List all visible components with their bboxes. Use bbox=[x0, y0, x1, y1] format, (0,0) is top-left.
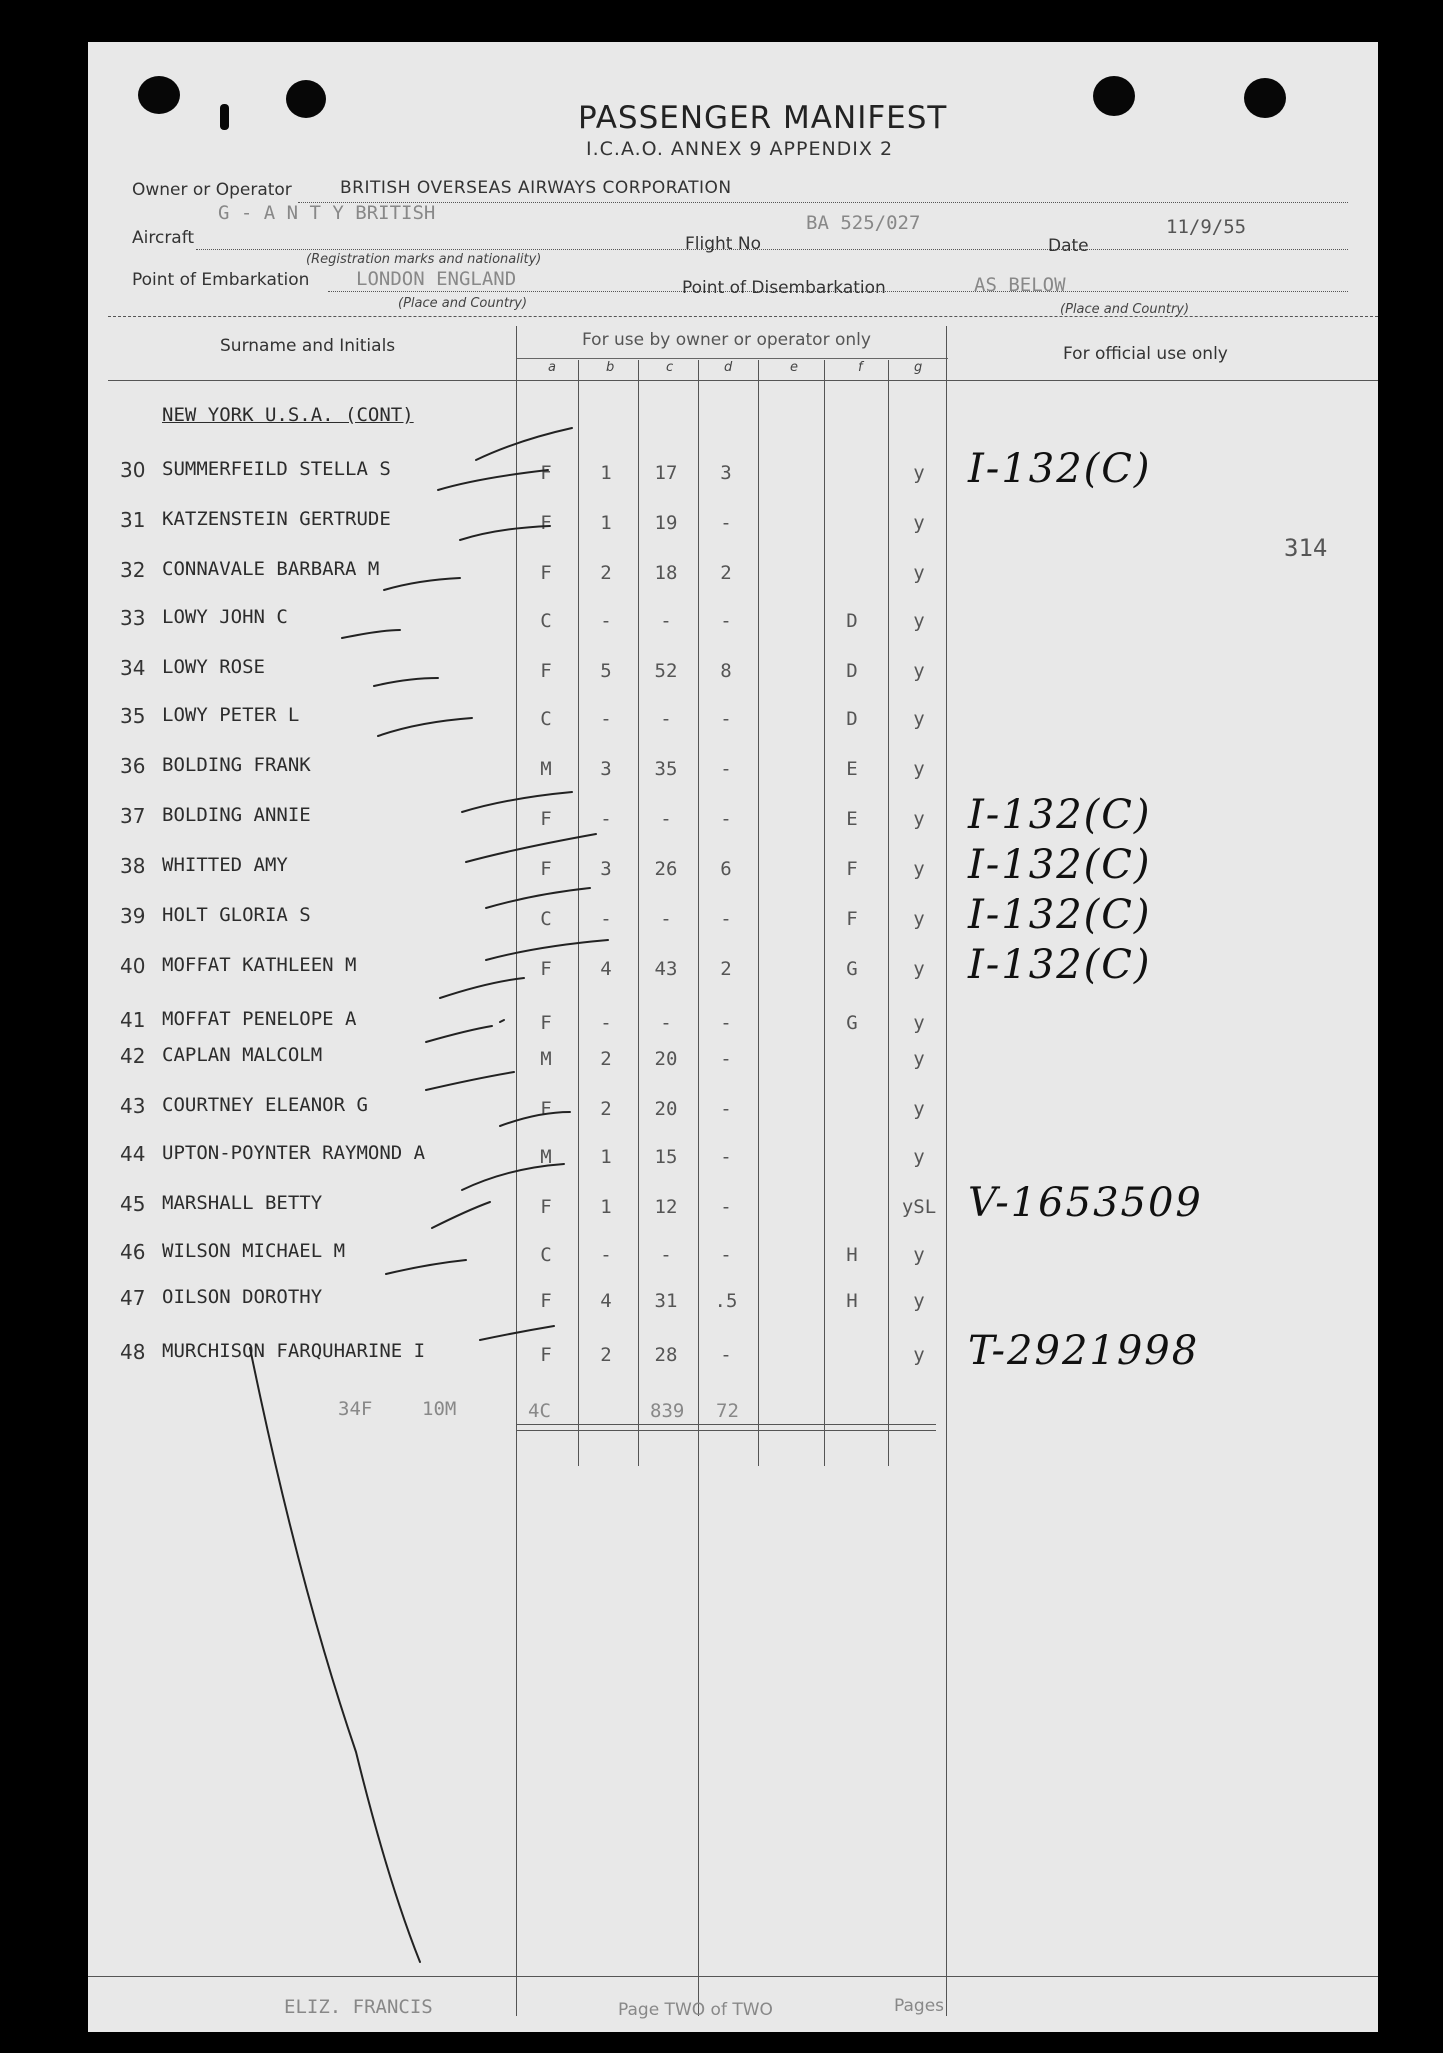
row-number: 38 bbox=[120, 854, 146, 878]
row-number: 32 bbox=[120, 558, 146, 582]
cell-d: .5 bbox=[714, 1290, 738, 1312]
cell-b: - bbox=[600, 708, 612, 730]
cell-b: 2 bbox=[600, 1098, 612, 1120]
flight-label: Flight No bbox=[685, 234, 761, 254]
cell-c: 17 bbox=[654, 462, 678, 484]
cell-a: F bbox=[540, 512, 552, 534]
col-letter-e: e bbox=[790, 360, 798, 375]
cell-a: F bbox=[540, 562, 552, 584]
cell-b: 1 bbox=[600, 1146, 612, 1168]
passenger-name: MARSHALL BETTY bbox=[162, 1192, 323, 1214]
owner-value: BRITISH OVERSEAS AIRWAYS CORPORATION bbox=[340, 178, 732, 198]
manifest-sheet bbox=[88, 42, 1378, 2032]
passenger-name: MURCHISON FARQUHARINE I bbox=[162, 1340, 426, 1362]
cell-g: y bbox=[913, 462, 925, 484]
cell-g: y bbox=[913, 1048, 925, 1070]
passenger-name: LOWY JOHN C bbox=[162, 606, 288, 628]
row-number: 34 bbox=[120, 656, 146, 680]
cell-f: E bbox=[846, 758, 858, 780]
cell-g: y bbox=[913, 610, 925, 632]
passenger-name: BOLDING ANNIE bbox=[162, 804, 311, 826]
official-entry: I-132(C) bbox=[968, 942, 1152, 988]
cell-g: y bbox=[913, 858, 925, 880]
row-number: 35 bbox=[120, 704, 146, 728]
col-official: For official use only bbox=[1063, 344, 1228, 364]
cell-a: F bbox=[540, 1290, 552, 1312]
embark-label: Point of Embarkation bbox=[132, 270, 310, 290]
col-letter-d: d bbox=[724, 360, 733, 375]
cell-c: 20 bbox=[654, 1048, 678, 1070]
cell-d: - bbox=[720, 512, 732, 534]
cell-b: - bbox=[600, 808, 612, 830]
cell-d: - bbox=[720, 610, 732, 632]
cell-b: - bbox=[600, 908, 612, 930]
passenger-name: HOLT GLORIA S bbox=[162, 904, 311, 926]
cell-g: y bbox=[913, 758, 925, 780]
official-entry: I-132(C) bbox=[968, 792, 1152, 838]
cell-d: 8 bbox=[720, 660, 732, 682]
cell-c: - bbox=[660, 808, 672, 830]
cell-d: - bbox=[720, 708, 732, 730]
passenger-name: WILSON MICHAEL M bbox=[162, 1240, 346, 1262]
cell-d: - bbox=[720, 1048, 732, 1070]
cell-c: 19 bbox=[654, 512, 678, 534]
cell-f: H bbox=[846, 1244, 858, 1266]
page-of-pages: Page TWO of TWO bbox=[618, 2000, 773, 2020]
cell-a: F bbox=[540, 858, 552, 880]
cell-b: 2 bbox=[600, 562, 612, 584]
cell-g: y bbox=[913, 908, 925, 930]
cell-b: 1 bbox=[600, 1196, 612, 1218]
date-label: Date bbox=[1048, 236, 1089, 256]
cell-a: M bbox=[540, 1146, 552, 1168]
cell-d: - bbox=[720, 1146, 732, 1168]
cell-a: F bbox=[540, 1098, 552, 1120]
total-d: 72 bbox=[716, 1400, 739, 1422]
cell-b: 3 bbox=[600, 758, 612, 780]
row-number: 41 bbox=[120, 1008, 146, 1032]
cell-g: y bbox=[913, 958, 925, 980]
row-number: 33 bbox=[120, 606, 146, 630]
cell-d: 2 bbox=[720, 562, 732, 584]
cell-c: 20 bbox=[654, 1098, 678, 1120]
flight-value: BA 525/027 bbox=[806, 212, 921, 234]
col-letter-a: a bbox=[548, 360, 556, 375]
disembark-label: Point of Disembarkation bbox=[682, 278, 886, 298]
cell-b: 4 bbox=[600, 1290, 612, 1312]
cell-a: F bbox=[540, 1196, 552, 1218]
col-letter-c: c bbox=[666, 360, 674, 375]
row-number: 46 bbox=[120, 1240, 146, 1264]
col-letter-g: g bbox=[914, 360, 923, 375]
col-surname: Surname and Initials bbox=[220, 336, 396, 356]
cell-b: 5 bbox=[600, 660, 612, 682]
cell-d: - bbox=[720, 1012, 732, 1034]
col-owner-use: For use by owner or operator only bbox=[582, 330, 871, 350]
cell-g: y bbox=[913, 512, 925, 534]
cell-b: - bbox=[600, 1012, 612, 1034]
cell-c: - bbox=[660, 610, 672, 632]
cell-f: G bbox=[846, 1012, 858, 1034]
cell-d: - bbox=[720, 1098, 732, 1120]
cell-a: C bbox=[540, 908, 552, 930]
cell-c: - bbox=[660, 708, 672, 730]
passenger-name: CONNAVALE BARBARA M bbox=[162, 558, 380, 580]
total-f: 34F bbox=[338, 1398, 373, 1420]
cell-a: C bbox=[540, 1244, 552, 1266]
passenger-name: LOWY ROSE bbox=[162, 656, 265, 678]
official-entry: V-1653509 bbox=[968, 1180, 1203, 1226]
cell-b: 3 bbox=[600, 858, 612, 880]
disembark-note: (Place and Country) bbox=[1060, 302, 1190, 317]
passenger-name: LOWY PETER L bbox=[162, 704, 300, 726]
cell-b: - bbox=[600, 1244, 612, 1266]
passenger-name: OILSON DOROTHY bbox=[162, 1286, 323, 1308]
official-entry: T-2921998 bbox=[968, 1328, 1200, 1374]
cell-d: 2 bbox=[720, 958, 732, 980]
owner-label: Owner or Operator bbox=[132, 180, 292, 200]
col-letter-f: f bbox=[858, 360, 863, 375]
cell-a: M bbox=[540, 1048, 552, 1070]
cell-g: y bbox=[913, 1098, 925, 1120]
cell-b: 1 bbox=[600, 512, 612, 534]
cell-f: E bbox=[846, 808, 858, 830]
cell-d: - bbox=[720, 808, 732, 830]
row-number: 40 bbox=[120, 954, 146, 978]
cell-b: - bbox=[600, 610, 612, 632]
passenger-name: MOFFAT PENELOPE A bbox=[162, 1008, 357, 1030]
cell-b: 4 bbox=[600, 958, 612, 980]
official-entry: I-132(C) bbox=[968, 892, 1152, 938]
cell-c: - bbox=[660, 1012, 672, 1034]
disembark-value: AS BELOW bbox=[974, 274, 1066, 296]
cell-b: 2 bbox=[600, 1344, 612, 1366]
passenger-name: KATZENSTEIN GERTRUDE bbox=[162, 508, 391, 530]
cell-a: F bbox=[540, 808, 552, 830]
row-number: 48 bbox=[120, 1340, 146, 1364]
row-number: 42 bbox=[120, 1044, 146, 1068]
cell-a: F bbox=[540, 1344, 552, 1366]
row-number: 39 bbox=[120, 904, 146, 928]
passenger-name: MOFFAT KATHLEEN M bbox=[162, 954, 357, 976]
cell-d: - bbox=[720, 1196, 732, 1218]
cell-g: y bbox=[913, 1244, 925, 1266]
passenger-name: WHITTED AMY bbox=[162, 854, 288, 876]
cell-a: F bbox=[540, 958, 552, 980]
cell-a: F bbox=[540, 462, 552, 484]
row-number: 44 bbox=[120, 1142, 146, 1166]
row-number: 37 bbox=[120, 804, 146, 828]
cell-d: 6 bbox=[720, 858, 732, 880]
aircraft-note: (Registration marks and nationality) bbox=[306, 252, 542, 267]
aircraft-value: G - A N T Y BRITISH bbox=[218, 202, 436, 224]
cell-g: ySL bbox=[901, 1196, 937, 1218]
cell-c: 28 bbox=[654, 1344, 678, 1366]
cell-g: y bbox=[913, 660, 925, 682]
passenger-name: SUMMERFEILD STELLA S bbox=[162, 458, 391, 480]
embark-value: LONDON ENGLAND bbox=[356, 268, 517, 290]
cell-c: 31 bbox=[654, 1290, 678, 1312]
pages-label: Pages bbox=[894, 1996, 945, 2016]
cell-f: F bbox=[846, 858, 858, 880]
total-a: 4C bbox=[528, 1400, 551, 1422]
cell-g: y bbox=[913, 808, 925, 830]
cell-c: 18 bbox=[654, 562, 678, 584]
cell-d: - bbox=[720, 1244, 732, 1266]
cell-a: C bbox=[540, 708, 552, 730]
cell-g: y bbox=[913, 1344, 925, 1366]
cell-c: 15 bbox=[654, 1146, 678, 1168]
cell-g: y bbox=[913, 1146, 925, 1168]
cell-f: D bbox=[846, 660, 858, 682]
cell-g: y bbox=[913, 562, 925, 584]
official-entry: I-132(C) bbox=[968, 842, 1152, 888]
cell-c: 26 bbox=[654, 858, 678, 880]
cell-c: 12 bbox=[654, 1196, 678, 1218]
pen-strokes bbox=[88, 42, 1378, 2032]
total-c: 839 bbox=[650, 1400, 685, 1422]
date-value: 11/9/55 bbox=[1166, 216, 1247, 238]
aircraft-label: Aircraft bbox=[132, 228, 195, 248]
cell-c: 43 bbox=[654, 958, 678, 980]
section-heading: NEW YORK U.S.A. (CONT) bbox=[162, 404, 414, 426]
cell-c: 35 bbox=[654, 758, 678, 780]
cell-g: y bbox=[913, 708, 925, 730]
row-number: 30 bbox=[120, 458, 146, 482]
cell-d: 3 bbox=[720, 462, 732, 484]
cell-g: y bbox=[913, 1012, 925, 1034]
cell-a: F bbox=[540, 660, 552, 682]
cell-d: - bbox=[720, 758, 732, 780]
row-number: 45 bbox=[120, 1192, 146, 1216]
cell-g: y bbox=[913, 1290, 925, 1312]
passenger-name: COURTNEY ELEANOR G bbox=[162, 1094, 368, 1116]
col-letter-b: b bbox=[606, 360, 615, 375]
cell-c: - bbox=[660, 1244, 672, 1266]
row-number: 36 bbox=[120, 754, 146, 778]
side-number: 314 bbox=[1284, 534, 1328, 562]
row-number: 31 bbox=[120, 508, 146, 532]
cell-a: C bbox=[540, 610, 552, 632]
cell-d: - bbox=[720, 908, 732, 930]
cell-c: 52 bbox=[654, 660, 678, 682]
embark-note: (Place and Country) bbox=[398, 296, 528, 311]
cell-c: - bbox=[660, 908, 672, 930]
passenger-name: UPTON-POYNTER RAYMOND A bbox=[162, 1142, 426, 1164]
cell-a: M bbox=[540, 758, 552, 780]
cell-a: F bbox=[540, 1012, 552, 1034]
official-entry: I-132(C) bbox=[968, 446, 1152, 492]
row-number: 47 bbox=[120, 1286, 146, 1310]
total-m: 10M bbox=[422, 1398, 457, 1420]
cell-f: D bbox=[846, 610, 858, 632]
passenger-name: BOLDING FRANK bbox=[162, 754, 311, 776]
cell-f: D bbox=[846, 708, 858, 730]
page-title: PASSENGER MANIFEST bbox=[578, 100, 948, 136]
cell-f: G bbox=[846, 958, 858, 980]
prepared-by: ELIZ. FRANCIS bbox=[284, 1996, 433, 2018]
cell-d: - bbox=[720, 1344, 732, 1366]
cell-b: 2 bbox=[600, 1048, 612, 1070]
cell-f: H bbox=[846, 1290, 858, 1312]
cell-b: 1 bbox=[600, 462, 612, 484]
passenger-name: CAPLAN MALCOLM bbox=[162, 1044, 323, 1066]
cell-f: F bbox=[846, 908, 858, 930]
page-subtitle: I.C.A.O. ANNEX 9 APPENDIX 2 bbox=[586, 138, 894, 160]
row-number: 43 bbox=[120, 1094, 146, 1118]
